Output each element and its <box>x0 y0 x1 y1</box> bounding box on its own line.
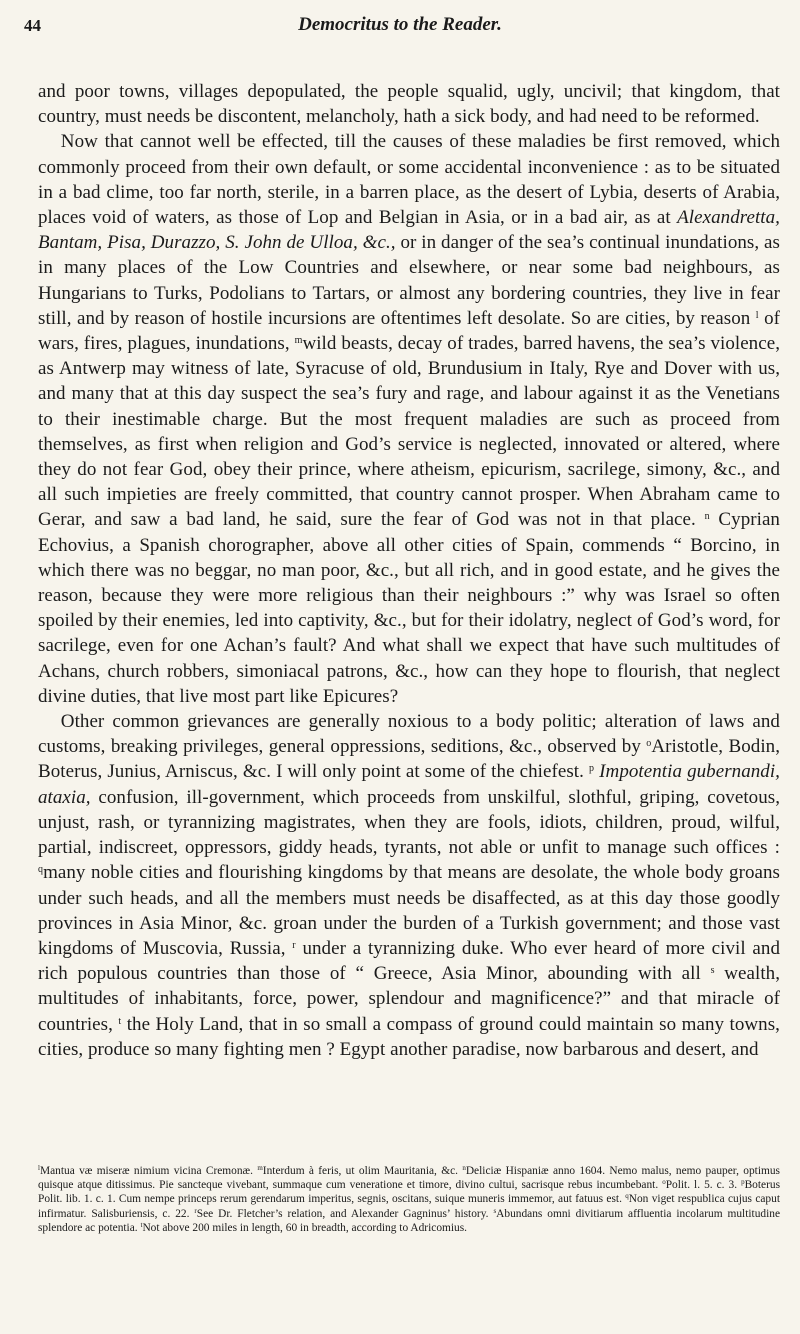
footnote-ref: s <box>710 965 715 977</box>
text-run: wild beasts, decay of trades, barred havens, the sea’s violence, as Antwerp may witness of late, Syracuse of old, Brundusium in Italy, Rye and Dover with us, and many that at this day suspect the sea’s fury and rage, and labour against it as the Venetians to their inestimable charge. But the most frequent maladies are such as proceed from themselves, as first when religion and God’s service is neglected, innovated or altered, where they do not fear God, obey their prince, where atheism, epicurism, sacrilege, simony, &c., and all such impieties are freely committed, that country cannot prosper. When Abraham came to Gerar, and saw a bad land, he said, sure the fear of God was not in that place. <box>38 333 780 531</box>
page-header <box>24 12 776 38</box>
text-run: wealth, multitudes of inhabitants, force, power, splendour and magnificence?” and that miracle of countries, <box>38 963 780 1035</box>
paragraph <box>38 709 780 1062</box>
footnote-text: Abundans omni divitiarum affluentia incolarum multitudine splendore ac potentia. <box>38 1207 781 1234</box>
paragraph <box>38 129 780 709</box>
text-run: or in danger of the sea’s continual inundations, as in many places of the Low Countries and elsewhere, or near some bad neighbours, as Hungarians to Turks, Podolians to Tartars, or almost any bordering countries, they live in fear still, and by reason of hostile incursions are oftentimes left desolate. So are cities, by reason <box>38 232 780 329</box>
text-run: Now that cannot well be effected, till the causes of these maladies be first removed, which commonly proceed from their own default, or some accidental inconvenience : as to be situated in a bad clime, too far north, sterile, in a barren place, as the desert of Lybia, deserts of Arabia, places void of waters, as those of Lop and Belgian in Asia, or in a bad air, as at <box>38 131 780 229</box>
footnote-text: Interdum à feris, ut olim Mauritania, &c. <box>262 1165 463 1177</box>
footnote-text: Non viget respublica cujus caput infirmatur. Salisburiensis, c. 22. <box>38 1193 780 1220</box>
text-run: many noble cities and flourishing kingdoms by that means are desolate, the whole body groans under such heads, and all the members must needs be disaffected, as at this day those goodly provinces in Asia Minor, &c. groan under the burden of a Turkish government; and those vast kingdoms of Muscovia, Russia, <box>38 862 780 959</box>
text-run: under a tyrannizing duke. Who ever heard of more civil and rich populous countries than those of “ Greece, Asia Minor, abounding with all <box>38 937 781 985</box>
italic-text: Alexandretta, Bantam, Pisa, Durazzo, S. John de Ulloa, &c., <box>38 207 780 254</box>
footnote-ref: o <box>646 738 652 750</box>
text-run: confusion, ill-government, which proceeds from unskilful, slothful, griping, covetous, unjust, rash, or tyrannizing magistrates, when they are fools, idiots, children, proud, wilful, partial, indiscreet, oppressors, giddy heads, tyrants, not able or unfit to manage such offices : <box>38 786 780 859</box>
footnote-ref: m <box>294 335 303 347</box>
footnote-text: See Dr. Fletcher’s relation, and Alexander Gagninus’ history. <box>196 1207 494 1220</box>
footnote-ref: t <box>118 1015 122 1027</box>
footnote-marker: q <box>625 1192 629 1201</box>
text-run: Cyprian Echovius, a Spanish chorographer, above all other cities of Spain, commends “ Borcino, in which there was no beggar, no man poor, &c., but all rich, and in good estate, and he gives the reason, because they were more religious than their neighbours :” why was Israel so often spoiled by their enemies, led into captivity, &c., but for their idolatry, neglect of God’s word, for sacrilege, even for one Achan’s fault? And what shall we expect that have such multitudes of Achans, church robbers, simoniacal patrons, &c., how can they hope to flourish, that neglect divine duties, that live most part like Epicures? <box>38 509 780 707</box>
footnote-marker: s <box>493 1206 497 1215</box>
footnote-marker: o <box>662 1178 666 1187</box>
footnote-text: Mantua væ miseræ nimium vicina Cremonæ. <box>39 1165 258 1177</box>
footnote-ref: r <box>292 939 296 951</box>
footnote-marker: r <box>194 1206 197 1215</box>
footnote-ref: p <box>589 763 595 775</box>
footnote-marker: m <box>257 1164 263 1172</box>
footnote-ref: n <box>704 511 710 523</box>
italic-text: Impotentia gubernandi, ataxia, <box>38 761 780 808</box>
text-run: and poor towns, villages depopulated, the people squalid, ugly, uncivil; that kingdom, that country, must needs be discontent, melancholy, hath a sick body, and had need to be reformed. <box>38 81 780 128</box>
footnote-ref: l <box>755 309 759 321</box>
text-run: Aristotle, Bodin, Boterus, Junius, Arniscus, &c. I will only point at some of the chiefest. <box>38 736 781 783</box>
footnote-marker: t <box>140 1220 143 1229</box>
text-run: Other common grievances are generally noxious to a body politic; alteration of laws and customs, breaking privileges, general oppressions, seditions, &c., observed by <box>38 711 780 758</box>
footnote-text: Polit. l. 5. c. 3. <box>665 1179 742 1192</box>
text-run: the Holy Land, that in so small a compass of ground could maintain so many towns, cities, produce so many fighting men ? Egypt another paradise, now barbarous and desert, and <box>38 1013 780 1060</box>
footnote-text: Deliciæ Hispaniæ anno 1604. Nemo malus, nemo pauper, optimus quisque atque ditissimus. Pie sancteque vivebant, summaque cum veneratione et timore, divino cultui, sacrisque rebus incumbebant. <box>38 1165 780 1192</box>
text-run: of wars, fires, plagues, inundations, <box>38 307 780 355</box>
running-title: Democritus to the Reader. <box>298 14 502 35</box>
page-number: 44 <box>24 16 41 35</box>
footnotes <box>38 1164 780 1235</box>
footnote-ref: q <box>38 864 44 876</box>
body-text <box>38 79 780 1062</box>
footnote-marker: p <box>741 1178 745 1187</box>
footnote-marker: n <box>462 1164 466 1172</box>
footnote-text: Boterus Polit. lib. 1. c. 1. Cum nempe princeps rerum gerendarum imperitus, segnis, oscitans, suique muneris immemor, aut fatuus est. <box>38 1179 780 1206</box>
paragraph <box>38 79 780 129</box>
footnote-text: Not above 200 miles in length, 60 in breadth, according to Adricomius. <box>142 1221 468 1234</box>
footnote-marker: l <box>38 1164 40 1172</box>
